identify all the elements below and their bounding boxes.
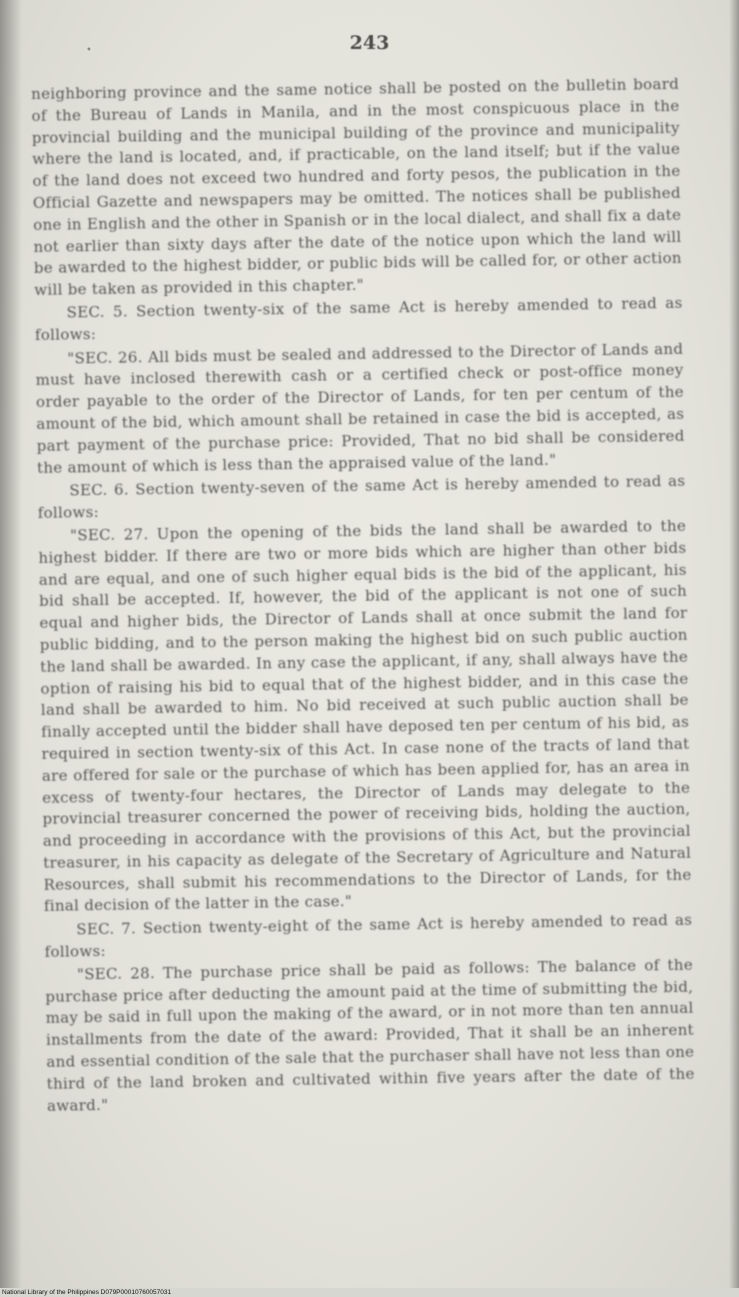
paragraph-continuation: neighboring province and the same notice shall be posted on the bulletin board of the Bureau of Lands in Manila, and in the most conspicuous place in the provincial building and the municipal building of the province and municipality where the land is located, and, if practicable, on the land itself; but if the value of the land does not exceed two hundred and forty pesos, the publication in the Official Gazette and newspapers may be omitted. The notices shall be published one in English and the other in Spanish or in the local dialect, and shall fix a date not earlier than sixty days after the date of the notice upon which the land will be awarded to the highest bidder, or public bids will be called for, or other action will be taken as provided in this chapter." (31, 74, 682, 300)
body-text (31, 74, 695, 1118)
paragraph-sec-6: SEC. 6. Section twenty-seven of the same Act is hereby amended to read as follows: (37, 471, 686, 522)
paragraph-sec-26: "SEC. 26. All bids must be sealed and addressed to the Director of Lands and must have inclosed therewith cash or a certified check or post-office money order payable to the order of the Director of Lands, for ten per centum of the amount of the bid, which amount shall be retained in case the bid is accepted, as part payment of the purchase price: Provided, That no bid shall be considered the amount of which is less than the appraised value of the land." (35, 339, 685, 477)
paragraph-sec-27: "SEC. 27. Upon the opening of the bids the land shall be awarded to the highest bidder. If there are two or more bids which are higher than other bids and are equal, and one of such higher equal bids is the bid of the applicant, his bid shall be accepted. If, however, the bid of the applicant is not one of such equal and higher bids, the Director of Lands shall at once submit the land for public bidding, and to the person making the highest bid on such public auction the land shall be awarded. In any case the applicant, if any, shall always have the option of raising his bid to equal that of the highest bidder, and in this case the land shall be awarded to him. No bid received at such public auction shall be finally accepted until the bidder shall have deposed ten per centum of his bid, as required in section twenty-six of this Act. In case none of the tracts of land that are offered for sale or the purchase of which has been applied for, has an area in excess of twenty-four hectares, the Director of Lands may delegate to the provincial treasurer concerned the power of receiving bids, holding the auction, and proceeding in accordance with the provisions of this Act, but the provincial treasurer, in his capacity as delegate of the Secretary of Agriculture and Natural Resources, shall submit his recommendations to the Director of Lands, for the final decision of the latter in the case." (38, 516, 692, 916)
footer-caption: National Library of the Philippines D079P00010760057031 (2, 1289, 172, 1296)
page-edge-shadow (729, 0, 739, 1288)
page-number: 243 (349, 32, 390, 54)
paragraph-sec-28: "SEC. 28. The purchase price shall be paid as follows: The balance of the purchase price after deducting the amount paid at the time of submitting the bid, may be said in full upon the making of the award, or in not more than ten annual installments from the date of the award: Provided, That it shall be an inherent and essential condition of the sale that the purchaser shall have not less than one third of the land broken and cultivated within five years after the date of the award." (45, 955, 695, 1115)
page-mark: • (86, 45, 92, 56)
paragraph-sec-7: SEC. 7. Section twenty-eight of the same Act is hereby amended to read as follows: (44, 910, 693, 961)
paragraph-sec-5: SEC. 5. Section twenty-six of the same Act is hereby amended to read as follows: (34, 294, 683, 345)
page-gutter-shadow (0, 0, 22, 1288)
